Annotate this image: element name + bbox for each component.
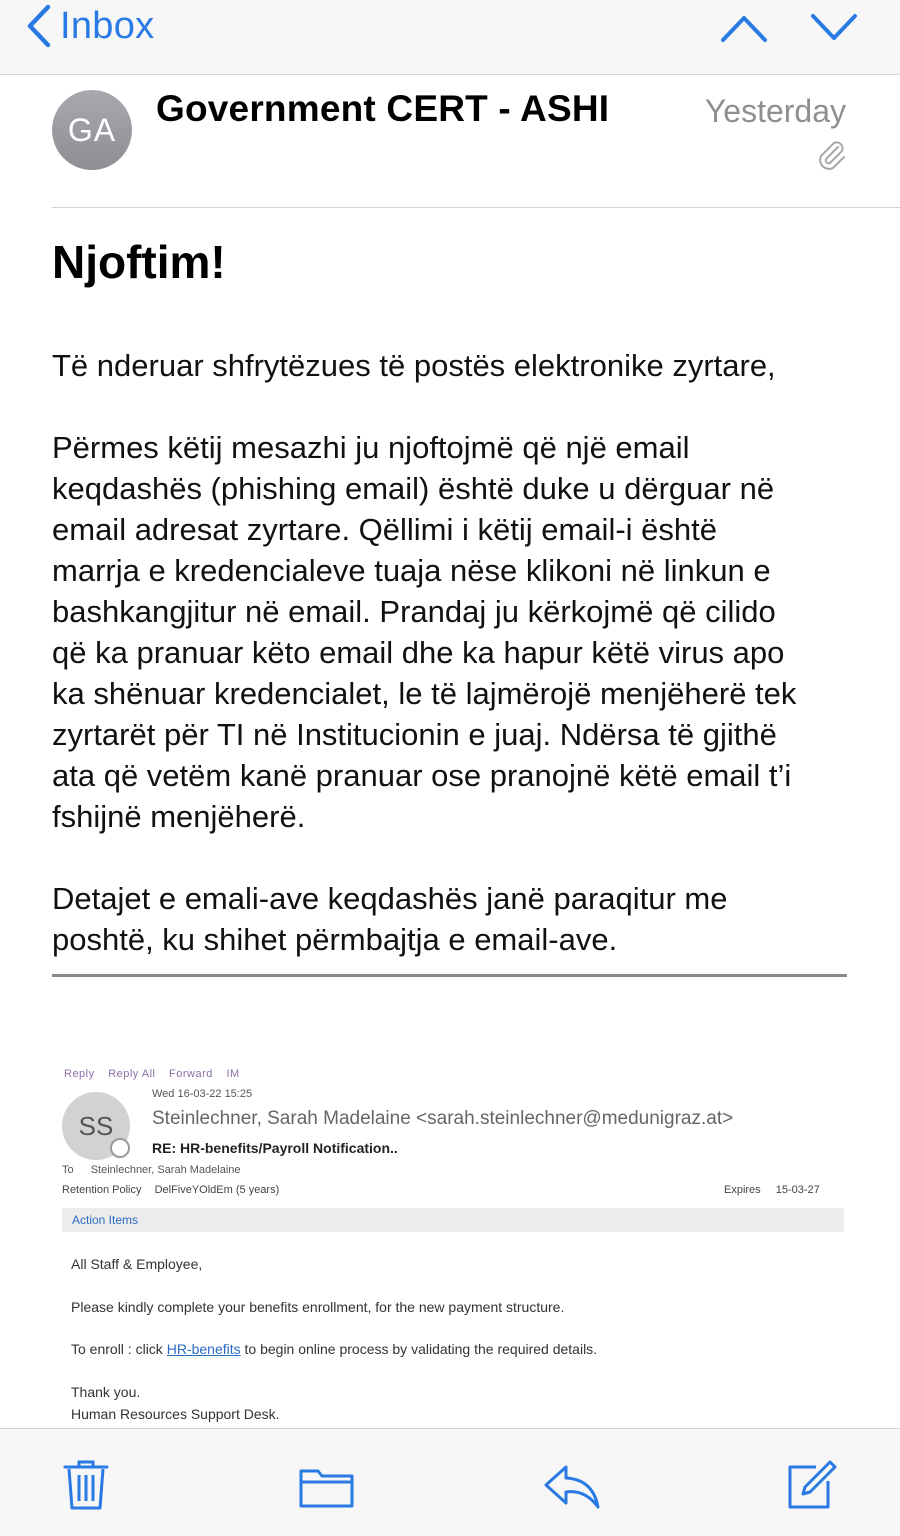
embedded-reply-all: Reply All	[108, 1068, 156, 1080]
embedded-line-1: All Staff & Employee,	[71, 1256, 203, 1272]
embedded-line-2: Please kindly complete your benefits enrollment, for the new payment structure.	[71, 1299, 565, 1315]
expires-value: 15-03-27	[775, 1184, 820, 1196]
bottom-toolbar	[0, 1428, 900, 1536]
embedded-line-4: Thank you.	[71, 1384, 141, 1400]
greeting-text: Të nderuar shfrytëzues të postës elektronike zyrtare,	[52, 348, 776, 383]
embedded-to-label: To	[62, 1164, 74, 1176]
back-to-inbox-button[interactable]	[26, 4, 154, 48]
embedded-line-3	[71, 1341, 597, 1357]
sender-name[interactable]: Government CERT - ASHI	[156, 88, 610, 129]
embedded-reply: Reply	[64, 1068, 95, 1080]
retention-value: DelFiveYOldEm (5 years)	[154, 1184, 280, 1196]
embedded-line-3-suffix: to begin online process by validating the required details.	[240, 1341, 598, 1357]
embedded-to-name: Steinlechner, Sarah Madelaine	[90, 1164, 241, 1176]
back-label: Inbox	[60, 4, 155, 47]
header-divider	[52, 207, 900, 208]
horizontal-rule	[52, 974, 847, 977]
action-items-bar: Action Items	[62, 1208, 844, 1232]
reply-icon[interactable]	[542, 1463, 602, 1511]
embedded-expires-row	[724, 1184, 820, 1196]
body-paragraph-2: Detajet e emali-ave keqdashës janë paraqitur me poshtë, ku shihet përmbajtja e email-ave.	[52, 881, 728, 957]
folder-icon[interactable]	[298, 1465, 356, 1509]
body-paragraph-1: Përmes këtij mesazhi ju njoftojmë që një email keqdashës (phishing email) është duke u dërguar në email adresat zyrtare. Qëllimi i këtij email-i është marrja e kredencialeve tuaja nëse klikoni në linkun e bashkangjitur në email. Prandaj ju kërkojmë që cilido që ka pranuar këto email dhe ka hapur këtë virus apo ka shënuar kredencialet, le të lajmërojë menjëherë tek zyrtarët për TI në Institucionin e juaj. Ndërsa të gjithë ata që vetëm kanë pranuar ose pranojnë këtë email t’i fshijnë menjëherë.	[52, 430, 797, 834]
embedded-line-5: Human Resources Support Desk.	[71, 1406, 280, 1422]
embedded-im: IM	[226, 1068, 240, 1080]
message-headline: Njoftim!	[52, 236, 226, 288]
embedded-date: Wed 16-03-22 15:25	[152, 1088, 253, 1100]
hr-benefits-link: HR-benefits	[166, 1341, 241, 1357]
sender-avatar[interactable]: GA	[52, 90, 132, 170]
next-message-chevron-down-icon[interactable]	[810, 8, 858, 48]
embedded-retention-row	[62, 1184, 279, 1196]
navigation-bar	[0, 0, 900, 75]
embedded-forward: Forward	[169, 1068, 213, 1080]
message-date: Yesterday	[704, 93, 846, 129]
previous-message-chevron-up-icon[interactable]	[720, 8, 768, 48]
retention-label: Retention Policy	[62, 1184, 142, 1196]
embedded-avatar: SS	[62, 1092, 130, 1160]
compose-icon[interactable]	[786, 1459, 838, 1511]
chevron-left-icon	[26, 4, 52, 48]
embedded-phishing-email-screenshot	[60, 1068, 850, 1430]
embedded-from: Steinlechner, Sarah Madelaine <sarah.steinlechner@medunigraz.at>	[152, 1108, 734, 1129]
embedded-line-3-prefix: To enroll : click	[71, 1341, 167, 1357]
expires-label: Expires	[724, 1184, 761, 1196]
embedded-subject: RE: HR-benefits/Payroll Notification..	[152, 1140, 398, 1156]
embedded-toolbar	[64, 1068, 250, 1080]
embedded-to-row	[62, 1164, 241, 1176]
paperclip-icon	[816, 138, 846, 170]
trash-icon[interactable]	[62, 1459, 110, 1511]
presence-status-icon	[110, 1138, 130, 1158]
